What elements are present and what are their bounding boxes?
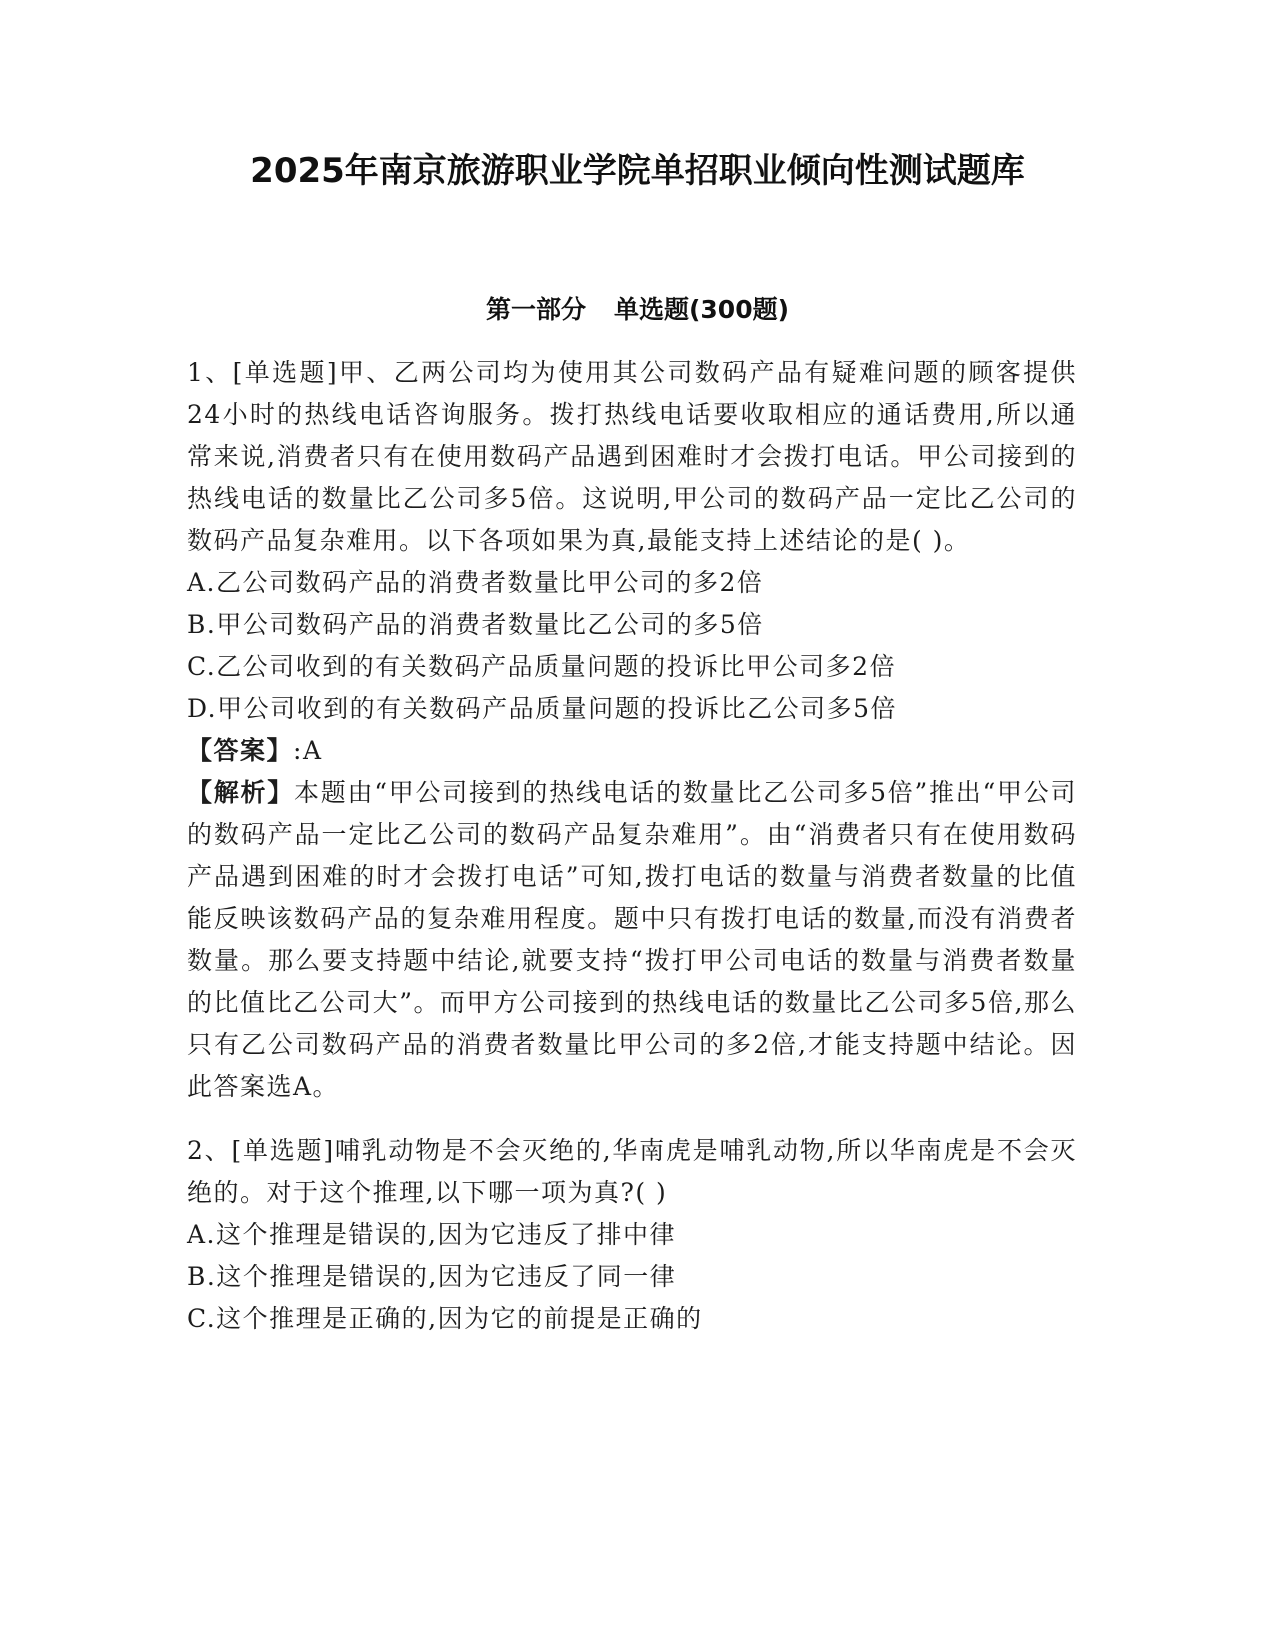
section-name: 单选题(300题) bbox=[613, 295, 790, 324]
section-part: 第一部分 bbox=[485, 295, 586, 324]
answer-line bbox=[187, 730, 1077, 772]
section-heading bbox=[0, 292, 1275, 328]
question-stem: 2、[单选题]哺乳动物是不会灭绝的,华南虎是哺乳动物,所以华南虎是不会灭绝的。对于这个推理,以下哪一项为真?( ) bbox=[187, 1136, 1077, 1207]
analysis-label: 【解析】 bbox=[187, 778, 294, 807]
document-title: 2025年南京旅游职业学院单招职业倾向性测试题库 bbox=[250, 151, 1025, 191]
option-d: D.甲公司收到的有关数码产品质量问题的投诉比乙公司多5倍 bbox=[187, 694, 898, 723]
question-1 bbox=[187, 352, 1077, 1108]
option-b: B.这个推理是错误的,因为它违反了同一律 bbox=[187, 1262, 677, 1291]
option-c: C.这个推理是正确的,因为它的前提是正确的 bbox=[187, 1304, 703, 1333]
analysis-paragraph bbox=[187, 772, 1077, 1108]
question-2 bbox=[187, 1130, 1077, 1340]
answer-label: 【答案】 bbox=[187, 736, 294, 765]
option-a: A.乙公司数码产品的消费者数量比甲公司的多2倍 bbox=[187, 568, 764, 597]
option-a: A.这个推理是错误的,因为它违反了排中律 bbox=[187, 1220, 676, 1249]
question-stem: 1、[单选题]甲、乙两公司均为使用其公司数码产品有疑难问题的顾客提供24小时的热线电话咨询服务。拨打热线电话要收取相应的通话费用,所以通常来说,消费者只有在使用数码产品遇到困难时才会拨打电话。甲公司接到的热线电话的数量比乙公司多5倍。这说明,甲公司的数码产品一定比乙公司的数码产品复杂难用。以下各项如果为真,最能支持上述结论的是( )。 bbox=[187, 358, 1077, 555]
answer-value: :A bbox=[293, 736, 323, 765]
analysis-text: 本题由“甲公司接到的热线电话的数量比乙公司多5倍”推出“甲公司的数码产品一定比乙公司的数码产品复杂难用”。由“消费者只有在使用数码产品遇到困难的时才会拨打电话”可知,拨打电话的数量与消费者数量的比值能反映该数码产品的复杂难用程度。题中只有拨打电话的数量,而没有消费者数量。那么要支持题中结论,就要支持“拨打甲公司电话的数量与消费者数量的比值比乙公司大”。而甲方公司接到的热线电话的数量比乙公司多5倍,那么只有乙公司数码产品的消费者数量比甲公司的多2倍,才能支持题中结论。因此答案选A。 bbox=[187, 778, 1077, 1101]
option-b: B.甲公司数码产品的消费者数量比乙公司的多5倍 bbox=[187, 610, 764, 639]
option-c: C.乙公司收到的有关数码产品质量问题的投诉比甲公司多2倍 bbox=[187, 652, 897, 681]
document-body bbox=[187, 352, 1077, 1340]
